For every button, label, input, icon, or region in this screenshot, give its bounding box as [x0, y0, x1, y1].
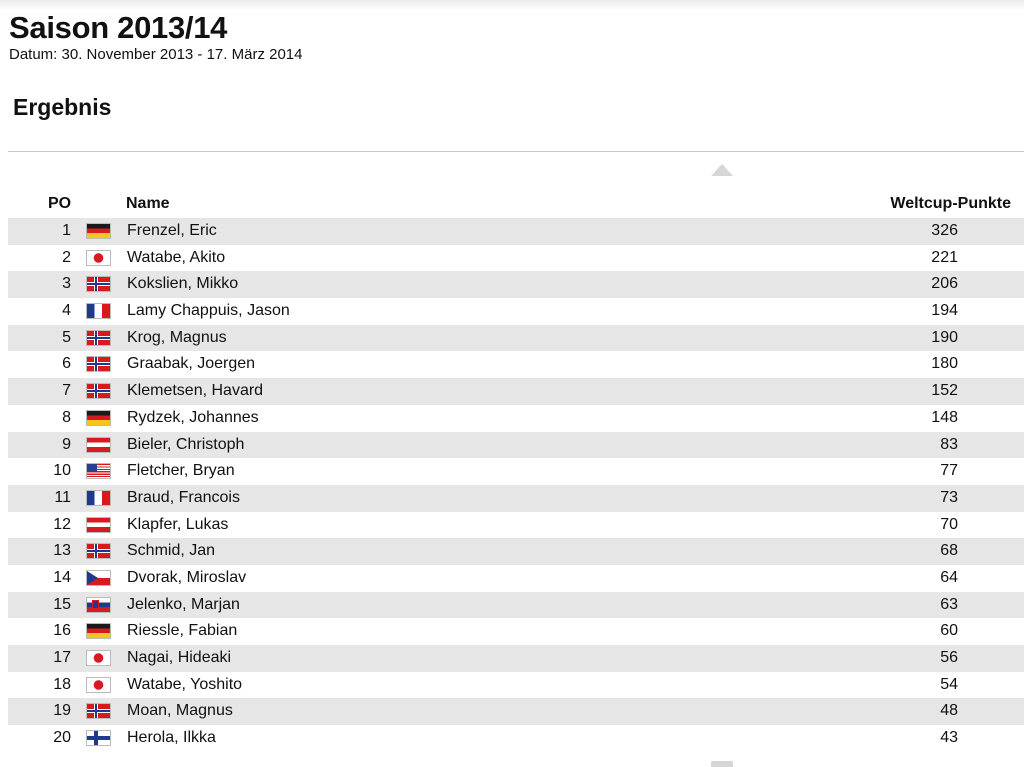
- table-row[interactable]: [8, 351, 1024, 378]
- flag-fra-icon: [86, 303, 111, 319]
- points-cell: 70: [940, 515, 958, 533]
- athlete-name-cell[interactable]: Fletcher, Bryan: [127, 462, 235, 480]
- position-cell: 18: [53, 675, 71, 693]
- athlete-name-cell[interactable]: Klemetsen, Havard: [127, 382, 264, 400]
- athlete-name-cell[interactable]: Bieler, Christoph: [127, 435, 245, 453]
- table-row[interactable]: [8, 325, 1024, 352]
- flag-ger-icon: [86, 223, 111, 239]
- table-row[interactable]: [8, 458, 1024, 485]
- athlete-name-cell[interactable]: Rydzek, Johannes: [127, 408, 259, 426]
- flag-fra-icon: [86, 490, 111, 506]
- athlete-name-cell[interactable]: Klapfer, Lukas: [127, 515, 229, 533]
- flag-aut-icon: [86, 517, 111, 533]
- position-cell: 8: [62, 408, 71, 426]
- athlete-name-cell[interactable]: Moan, Magnus: [127, 702, 233, 720]
- points-cell: 190: [931, 328, 958, 346]
- table-row[interactable]: [8, 245, 1024, 272]
- points-cell: 63: [940, 595, 958, 613]
- points-cell: 68: [940, 542, 958, 560]
- position-cell: 2: [62, 248, 71, 266]
- column-header-po[interactable]: PO: [48, 195, 72, 212]
- table-row[interactable]: [8, 592, 1024, 619]
- position-cell: 6: [62, 355, 71, 373]
- position-cell: 14: [53, 568, 71, 586]
- points-cell: 148: [931, 408, 958, 426]
- season-dates: Datum: 30. November 2013 - 17. März 2014: [9, 46, 303, 63]
- position-cell: 3: [62, 275, 71, 293]
- table-row[interactable]: [8, 672, 1024, 699]
- table-row[interactable]: [8, 698, 1024, 725]
- table-row[interactable]: [8, 725, 1024, 752]
- points-cell: 73: [940, 488, 958, 506]
- table-row[interactable]: [8, 538, 1024, 565]
- points-cell: 43: [940, 729, 958, 747]
- table-row[interactable]: [8, 645, 1024, 672]
- athlete-name-cell[interactable]: Riessle, Fabian: [127, 622, 238, 640]
- flag-slo-icon: [86, 597, 111, 613]
- position-cell: 16: [53, 622, 71, 640]
- table-header: [8, 192, 1024, 216]
- points-cell: 60: [940, 622, 958, 640]
- athlete-name-cell[interactable]: Nagai, Hideaki: [127, 649, 232, 666]
- athlete-name-cell[interactable]: Frenzel, Eric: [127, 222, 217, 239]
- points-cell: 221: [931, 248, 958, 266]
- points-cell: 48: [940, 702, 958, 720]
- athlete-name-cell[interactable]: Jelenko, Marjan: [127, 595, 240, 613]
- points-cell: 194: [931, 302, 958, 320]
- points-cell: 54: [940, 675, 958, 693]
- athlete-name-cell[interactable]: Braud, Francois: [127, 488, 240, 506]
- position-cell: 13: [53, 542, 71, 560]
- table-row[interactable]: [8, 218, 1024, 245]
- section-heading: Ergebnis: [13, 94, 112, 120]
- points-cell: 206: [931, 275, 958, 293]
- page-title: Saison 2013/14: [9, 10, 228, 45]
- table-row[interactable]: [8, 512, 1024, 539]
- position-cell: 10: [53, 462, 71, 480]
- table-row[interactable]: [8, 378, 1024, 405]
- athlete-name-cell[interactable]: Kokslien, Mikko: [127, 275, 239, 293]
- flag-usa-icon: [86, 463, 111, 479]
- flag-nor-icon: [86, 543, 111, 559]
- column-header-points[interactable]: Weltcup-Punkte: [890, 195, 1011, 212]
- flag-nor-icon: [86, 383, 111, 399]
- points-cell: 56: [940, 649, 958, 666]
- position-cell: 17: [53, 649, 71, 666]
- athlete-name-cell[interactable]: Herola, Ilkka: [127, 729, 216, 747]
- scroll-up-arrow-icon[interactable]: [711, 164, 733, 176]
- flag-jpn-icon: [86, 677, 111, 693]
- points-cell: 152: [931, 382, 958, 400]
- athlete-name-cell[interactable]: Watabe, Akito: [127, 248, 226, 266]
- flag-aut-icon: [86, 437, 111, 453]
- flag-jpn-icon: [86, 650, 111, 666]
- position-cell: 4: [62, 302, 71, 320]
- flag-nor-icon: [86, 276, 111, 292]
- scroll-down-arrow-icon[interactable]: [711, 761, 733, 767]
- table-row[interactable]: [8, 485, 1024, 512]
- table-row[interactable]: [8, 405, 1024, 432]
- position-cell: 20: [53, 729, 71, 747]
- points-cell: 64: [940, 568, 958, 586]
- flag-nor-icon: [86, 703, 111, 719]
- flag-cze-icon: [86, 570, 111, 586]
- table-row[interactable]: [8, 271, 1024, 298]
- flag-nor-icon: [86, 330, 111, 346]
- position-cell: 19: [53, 702, 71, 720]
- athlete-name-cell[interactable]: Graabak, Joergen: [127, 355, 256, 373]
- flag-ger-icon: [86, 410, 111, 426]
- position-cell: 11: [54, 488, 71, 506]
- athlete-name-cell[interactable]: Watabe, Yoshito: [127, 675, 243, 693]
- divider: [8, 151, 1024, 152]
- top-shade: [0, 0, 1024, 10]
- position-cell: 1: [62, 222, 71, 239]
- position-cell: 15: [53, 595, 71, 613]
- athlete-name-cell[interactable]: Dvorak, Miroslav: [127, 568, 247, 586]
- results-table: [8, 218, 1024, 752]
- athlete-name-cell[interactable]: Krog, Magnus: [127, 328, 227, 346]
- points-cell: 77: [940, 462, 958, 480]
- position-cell: 9: [62, 435, 71, 453]
- table-row[interactable]: [8, 565, 1024, 592]
- position-cell: 5: [62, 328, 71, 346]
- flag-fin-icon: [86, 730, 111, 746]
- position-cell: 12: [53, 515, 71, 533]
- column-header-name[interactable]: Name: [126, 195, 170, 212]
- points-cell: 83: [940, 435, 958, 453]
- points-cell: 326: [931, 222, 958, 239]
- points-cell: 180: [931, 355, 958, 373]
- flag-nor-icon: [86, 356, 111, 372]
- table-row[interactable]: [8, 298, 1024, 325]
- flag-ger-icon: [86, 623, 111, 639]
- athlete-name-cell[interactable]: Lamy Chappuis, Jason: [127, 302, 290, 320]
- position-cell: 7: [62, 382, 71, 400]
- athlete-name-cell[interactable]: Schmid, Jan: [127, 542, 216, 560]
- table-row[interactable]: [8, 618, 1024, 645]
- table-row[interactable]: [8, 432, 1024, 459]
- flag-jpn-icon: [86, 250, 111, 266]
